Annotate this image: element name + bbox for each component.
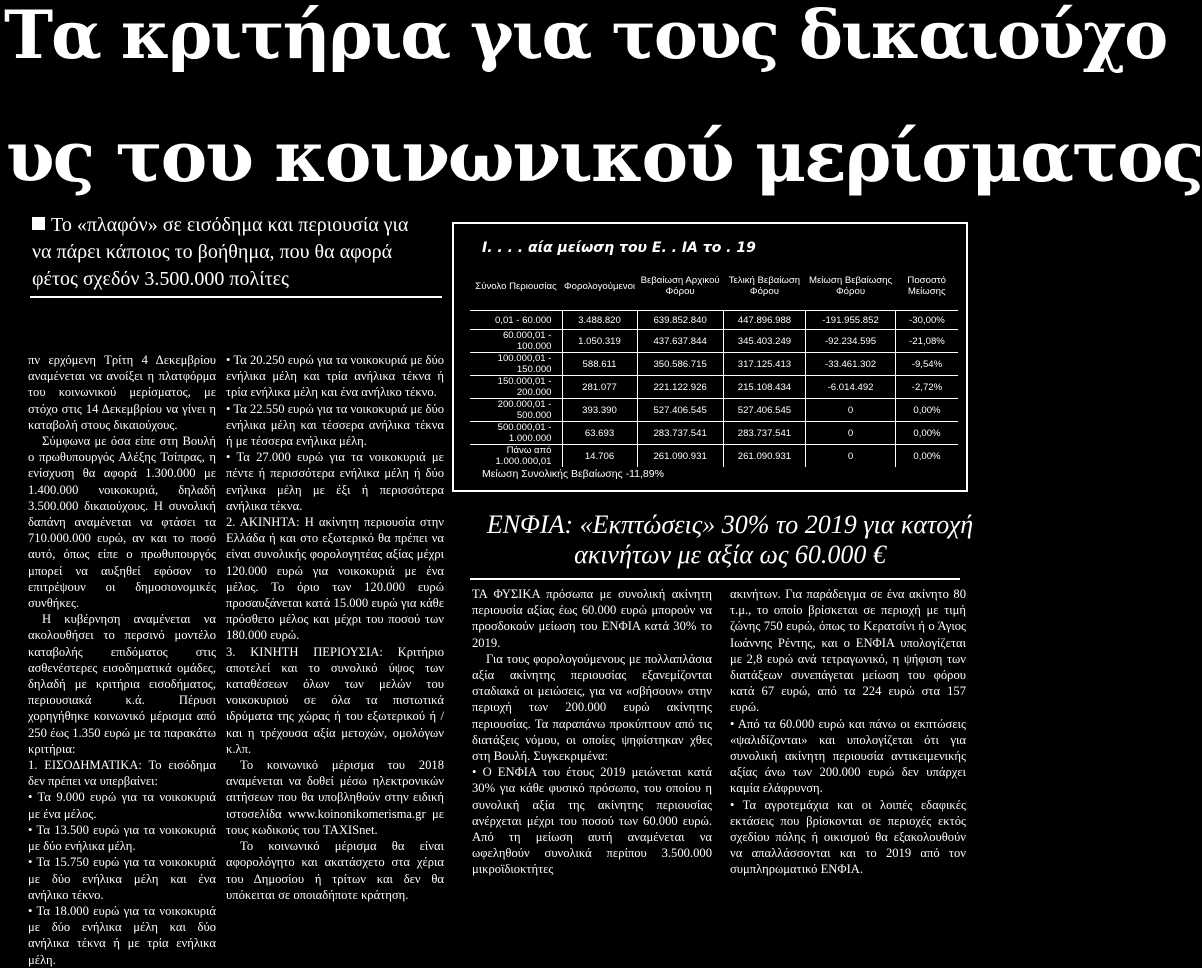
table-row (470, 445, 958, 468)
column-header: Ποσοστό Μείωσης (907, 275, 946, 297)
article-column-3 (472, 586, 712, 878)
paragraph: Το κοινωνικό μέρισμα του 2018 αναμένεται να δοθεί μέσω ηλεκτρονικών αιτήσεων που θα υποβληθούν στην ειδική ιστοσελίδα www.koinonikomerisma.gr με τους κωδικούς του TAXISnet. (226, 758, 444, 837)
table-cell: -92.234.595 (806, 330, 896, 353)
table-cell: 317.125.413 (723, 353, 805, 376)
table-cell: 437.637.844 (637, 330, 723, 353)
table-note: Μείωση Συνολικής Βεβαίωσης -11,89% (482, 468, 664, 480)
table-cell: Πάνω από 1.000.000,01 (470, 445, 562, 468)
list-item: • Τα 15.750 ευρώ για τα νοικοκυριά με δύο ενήλικα μέλη και ένα ανήλικο τέκνο. (28, 854, 216, 903)
paragraph: 2. ΑΚΙΝΗΤΑ: Η ακίνητη περιουσία στην Ελλάδα ή και στο εξωτερικό θα πρέπει να είναι συνολικής φορολογητέας αξίας μέχρι 120.000 ευρώ για νοικοκυριά με ένα μέλος. Το όριο των 120.000 ευρώ προσαυξάνεται κατά 15.000 ευρώ για κάθε πρόσθετο μέλος και μέχρι του ποσού των 180.000 ευρώ. (226, 515, 444, 643)
paragraph: Το κοινωνικό μέρισμα θα είναι αφορολόγητο και ακατάσχετο στα χέρια του Δημοσίου ή τρίτων και δεν θα υπόκειται σε οποιαδήποτε κράτηση. (226, 839, 444, 902)
column-header: Τελική Βεβαίωση Φόρου (728, 275, 801, 297)
paragraph: Για τους φορολογούμενους με πολλαπλάσια αξία ακίνητης περιουσίας εξανεμίζονται σταδιακά οι μειώσεις, για να «σβήσουν» στην περιοχή των 200.000 ευρώ ακίνητης περιουσίας. Τα παραπάνω προκύπτουν από τις διατάξεις νόμου, οι οποίες ψηφίστηκαν χθες στη Βουλή. Συγκεκριμένα: (472, 651, 712, 764)
paragraph: ακινήτων. Για παράδειγμα σε ένα ακίνητο 80 τ.μ., το οποίο βρίσκεται σε περιοχή με τιμή ζώνης 750 ευρώ, όπως το Κερατσίνι ή ο Άγιος Ιωάννης Ρέντης, και ο ΕΝΦΙΑ υπολογίζεται με 2,8 ευρώ ανά τετραγωνικό, η ψήφιση των διατάξεων συνεπάγεται μείωση του φόρου κατά 67 ευρώ, από τα 224 ευρώ στα 157 ευρώ. (730, 587, 966, 715)
table-cell: 150.000,01 - 200.000 (470, 376, 562, 399)
list-item: • Τα 22.550 ευρώ για τα νοικοκυριά με δύο ενήλικα μέλη και τέσσερα ανήλικα τέκνα ή με τέσσερα ενήλικα μέλη. (226, 401, 444, 450)
table-cell: 3.488.820 (562, 311, 637, 330)
table-cell: 0 (806, 422, 896, 445)
column-header: Μείωση Βεβαίωσης Φόρου (809, 275, 893, 297)
table-cell: 200.000,01 - 500.000 (470, 399, 562, 422)
column-header: Βεβαίωση Αρχικού Φόρου (640, 275, 720, 297)
table-cell: 500.000,01 - 1.000.000 (470, 422, 562, 445)
table-cell: 281.077 (562, 376, 637, 399)
article-column-4 (730, 586, 966, 878)
paragraph: ΤΑ ΦΥΣΙΚΑ πρόσωπα με συνολική ακίνητη περιουσία αξίας έως 60.000 ευρώ μπορούν να προσδοκούν μείωση του ΕΝΦΙΑ κατά 30% το 2019. (472, 587, 712, 650)
table-cell: 527.406.545 (637, 399, 723, 422)
list-item: • Τα 20.250 ευρώ για τα νοικοκυριά με δύο ενήλικα μέλη και τρία ανήλικα τέκνα ή τρία ενήλικα μέλη και ένα ανήλικο τέκνο. (226, 352, 444, 401)
table-cell: 100.000,01 - 150.000 (470, 353, 562, 376)
table-row (470, 330, 958, 353)
table-cell: -30,00% (895, 311, 958, 330)
table-cell: 639.852.840 (637, 311, 723, 330)
list-item: • Τα αγροτεμάχια και οι λοιπές εδαφικές εκτάσεις που βρίσκονται σε περιοχές εκτός σχεδίου πόλης ή οικισμού θα εξακολουθούν να απαλλάσσονται και το 2019 από τον συμπληρωματικό ΕΝΦΙΑ. (730, 797, 966, 878)
table-cell: -33.461.302 (806, 353, 896, 376)
table-row (470, 376, 958, 399)
column-header: Σύνολο Περιουσίας (475, 280, 557, 292)
paragraph: 3. ΚΙΝΗΤΗ ΠΕΡΙΟΥΣΙΑ: Κριτήριο αποτελεί και το συνολικό ύψος των καταθέσεων όλων των μελών του νοικοκυριού σε όλα τα πιστωτικά ιδρύματα της χώρας ή του εξωτερικού ή / και η τρέχουσα αξία μετοχών, ομολόγων κ.λπ. (226, 644, 444, 756)
article-column-1 (28, 352, 216, 968)
table-cell: 0 (806, 445, 896, 468)
article-column-2 (226, 352, 444, 903)
table-cell: -191.955.852 (806, 311, 896, 330)
table-cell: 283.737.541 (723, 422, 805, 445)
table-cell: 447.896.988 (723, 311, 805, 330)
list-item: • Από τα 60.000 ευρώ και πάνω οι εκπτώσεις «ψαλιδίζονται» και υπολογίζεται ότι για συνολική ακίνητη περιουσία αντικειμενικής αξίας άνω των 200.000 ευρώ δεν υπάρχει καμία ελάφρυνση. (730, 716, 966, 797)
table-title: Ι. . . . αία μείωση του Ε. . ΙΑ το . 19 (482, 240, 756, 256)
list-item: • Τα 13.500 ευρώ για τα νοικοκυριά με δύο ενήλικα μέλη. (28, 822, 216, 854)
paragraph: Η κυβέρνηση αναμένεται να ακολουθήσει το περσινό μοντέλο καταβολής επιδόματος στις ασθενέστερες εισοδηματικά ομάδες, δηλαδή με κριτήρια εισοδήματος, περιουσιακά κ.ά. Πέρυσι χορηγήθηκε κοινωνικό μέρισμα από 250 έως 1.350 ευρώ με τα παρακάτω κριτήρια: (28, 612, 216, 756)
headline-line-1: Τα κριτήρια για τους δικαιούχο (4, 0, 1167, 74)
table-cell: -2,72% (895, 376, 958, 399)
table-header-row (470, 262, 958, 311)
paragraph: Σύμφωνα με όσα είπε στη Βουλή ο πρωθυπουργός Αλέξης Τσίπρας, η ενίσχυση θα αφορά 1.300.000 με 1.400.000 νοικοκυριά, δηλαδή 3.500.000 δικαιούχους. Η συνολική δαπάνη αναμένεται να φτάσει τα 710.000.000 ευρώ, αν και το ποσό αυτό, όπως είπε ο πρωθυπουργός μπορεί να αυξηθεί εφόσον το επιτρέψουν οι δημοσιονομικές συνθήκες. (28, 434, 216, 611)
table-row (470, 422, 958, 445)
table-cell: 527.406.545 (723, 399, 805, 422)
table-cell: 60.000,01 - 100.000 (470, 330, 562, 353)
table-cell: 221.122.926 (637, 376, 723, 399)
paragraph: 1. ΕΙΣΟΔΗΜΑΤΙΚΑ: Το εισόδημα δεν πρέπει να υπερβαίνει: (28, 758, 216, 789)
table-cell: 261.090.931 (637, 445, 723, 468)
square-bullet-icon (32, 217, 45, 230)
table-cell: 63.693 (562, 422, 637, 445)
divider (470, 578, 960, 580)
table-cell: 345.403.249 (723, 330, 805, 353)
table-cell: 283.737.541 (637, 422, 723, 445)
list-item: • Τα 27.000 ευρώ για τα νοικοκυριά με πέντε ή περισσότερα ενήλικα μέλη ή δύο ενήλικα μέλη με έξι ή περισσότερα ανήλικα τέκνα. (226, 449, 444, 514)
list-item: • Ο ΕΝΦΙΑ του έτους 2019 μειώνεται κατά 30% για κάθε φυσικό πρόσωπο, του οποίου η συνολική αξία της ακίνητης περιουσίας ανέρχεται μέχρι του ποσού των 60.000 ευρώ. Από τη μείωση αυτή αναμένεται να ωφεληθούν συνολικά περίπου 3.500.000 μικροϊδιοκτήτες (472, 764, 712, 877)
table-cell: -6.014.492 (806, 376, 896, 399)
table-cell: 0,00% (895, 422, 958, 445)
table-cell: 0,00% (895, 445, 958, 468)
subheadline: Το «πλαφόν» σε εισόδημα και περιουσία για να πάρει κάποιος το βοήθημα, που θα αφορά φέτος σχεδόν 3.500.000 πολίτες (32, 214, 409, 290)
table-cell: 261.090.931 (723, 445, 805, 468)
table-cell: 350.586.715 (637, 353, 723, 376)
enfia-reduction-table (470, 262, 958, 467)
table-cell: 588.611 (562, 353, 637, 376)
table-body (470, 311, 958, 468)
table-row (470, 399, 958, 422)
table-cell: 14.706 (562, 445, 637, 468)
table-cell: 0,00% (895, 399, 958, 422)
table-cell: -21,08% (895, 330, 958, 353)
table-cell: 393.390 (562, 399, 637, 422)
headline-line-2: υς του κοινωνικού μερίσματος (6, 115, 1202, 198)
table-cell: 0 (806, 399, 896, 422)
divider (30, 296, 442, 298)
table-cell: 215.108.434 (723, 376, 805, 399)
paragraph: πν ερχόμενη Τρίτη 4 Δεκεμβρίου αναμένεται να ανοίξει η πλατφόρμα του κοινωνικού μερίσματος, με στόχο στις 14 Δεκεμβρίου να γίνει η καταβολή στους δικαιούχους. (28, 353, 216, 432)
table-cell: -9,54% (895, 353, 958, 376)
table-cell: 1.050.319 (562, 330, 637, 353)
table-row (470, 311, 958, 330)
column-header: Φορολογούμενοι (564, 280, 636, 292)
list-item: • Τα 18.000 ευρώ για τα νοικοκυριά με δύο ενήλικα μέλη και δύο ανήλικα τέκνα ή με τρία ενήλικα μέλη. (28, 903, 216, 968)
table-row (470, 353, 958, 376)
list-item: • Τα 9.000 ευρώ για τα νοικοκυριά με ένα μέλος. (28, 789, 216, 821)
table-cell: 0,01 - 60.000 (470, 311, 562, 330)
enfia-headline: ΕΝΦΙΑ: «Εκπτώσεις» 30% το 2019 για κατοχή ακινήτων με αξία ως 60.000 € (486, 510, 974, 569)
